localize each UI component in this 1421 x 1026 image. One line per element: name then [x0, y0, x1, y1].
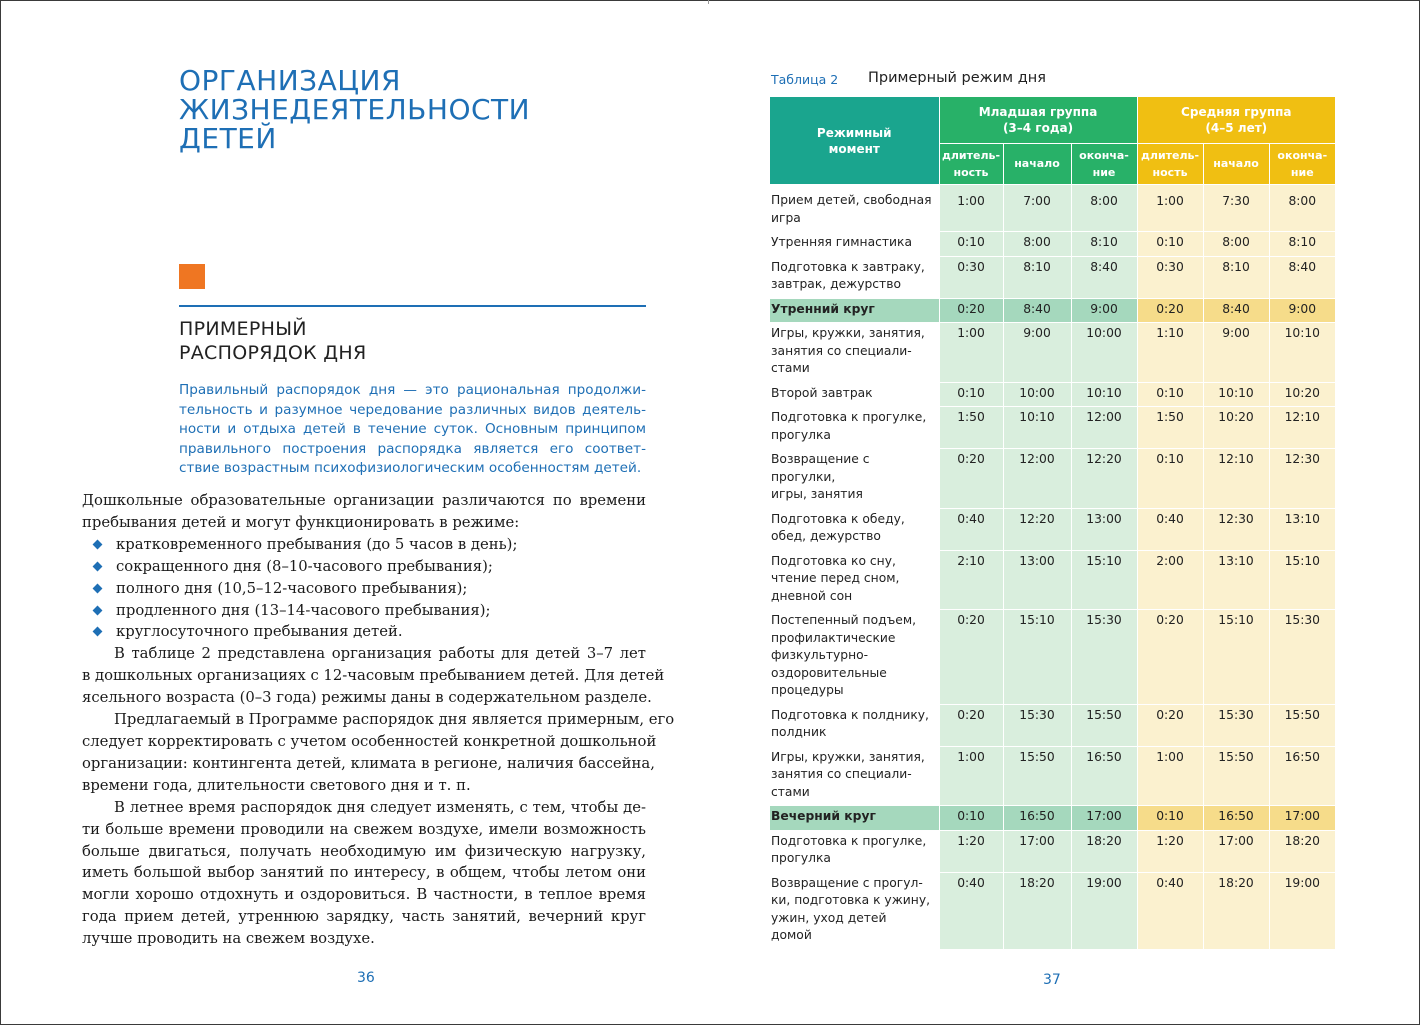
row-label-line: Возвращение с прогул- — [771, 875, 923, 890]
row-label-line: Подготовка к прогулке, — [771, 833, 927, 848]
body-line: ясельного возраста (0–3 года) режимы даны в содержательном разделе. — [82, 689, 652, 707]
header-sub-line: оконча- — [1277, 148, 1328, 162]
table-title: Примерный режим дня — [868, 70, 1046, 86]
body-line: времени года, длительности светового дня и т. п. — [82, 776, 471, 794]
table-row — [770, 872, 1335, 949]
section-divider — [179, 305, 646, 307]
younger-group-cell: 19:00 — [1071, 872, 1137, 949]
younger-group-cell: 0:10 — [939, 806, 1003, 831]
row-label — [770, 830, 939, 872]
header-duration — [1137, 143, 1203, 184]
body-line: ти больше времени проводили на свежем воздухе, имели возможность — [82, 820, 646, 838]
header-moment — [770, 97, 939, 184]
middle-group-cell: 0:20 — [1137, 298, 1203, 323]
row-label — [770, 806, 939, 831]
middle-group-cell: 18:20 — [1269, 830, 1335, 872]
row-label — [770, 872, 939, 949]
bullet-item — [82, 578, 646, 600]
header-sub-line: оконча- — [1079, 148, 1129, 162]
row-label-line: Игры, кружки, занятия, — [771, 749, 925, 764]
middle-group-cell: 8:10 — [1269, 232, 1335, 257]
middle-group-cell: 10:10 — [1203, 382, 1269, 407]
middle-group-cell: 15:50 — [1203, 746, 1269, 806]
section-title — [179, 317, 366, 365]
younger-group-cell: 8:40 — [1003, 298, 1071, 323]
header-moment-line: Режимный — [816, 125, 892, 140]
header-group-line: Средняя группа — [1181, 104, 1292, 119]
table-row — [770, 407, 1335, 449]
lead-line: правильного построения распорядка является его соответ- — [179, 440, 646, 457]
younger-group-cell: 13:00 — [1071, 508, 1137, 550]
row-label-line: Утренняя гимнастика — [771, 235, 912, 249]
younger-group-cell: 8:00 — [1071, 184, 1137, 232]
middle-group-cell: 0:40 — [1137, 508, 1203, 550]
middle-group-cell: 8:40 — [1203, 298, 1269, 323]
middle-group-cell: 12:30 — [1203, 508, 1269, 550]
row-label — [770, 256, 939, 298]
row-label-line: стами — [771, 361, 810, 375]
bullet-item — [82, 556, 646, 578]
header-sub-line: ние — [1092, 165, 1116, 179]
middle-group-cell: 0:10 — [1137, 806, 1203, 831]
younger-group-cell: 12:20 — [1071, 449, 1137, 509]
lead-line: ности и отдыха детей в течение суток. Основным принципом — [179, 421, 646, 438]
header-sub-line: длитель- — [1141, 148, 1200, 162]
middle-group-cell: 0:30 — [1137, 256, 1203, 298]
header-sub-line: ние — [1290, 165, 1314, 179]
header-sub-line: длитель- — [941, 148, 1001, 162]
chapter-title-line: ОРГАНИЗАЦИЯ — [179, 64, 401, 97]
middle-group-cell: 2:00 — [1137, 550, 1203, 610]
body-line: В таблице 2 представлена организация работы для детей 3–7 лет — [114, 645, 646, 663]
younger-group-cell: 10:00 — [1071, 323, 1137, 383]
middle-group-cell: 17:00 — [1269, 806, 1335, 831]
row-label — [770, 298, 939, 323]
row-label-line: завтрак, дежурство — [771, 277, 901, 291]
row-label-line: прогулка — [771, 851, 831, 865]
middle-group-cell: 13:10 — [1203, 550, 1269, 610]
middle-group-cell: 0:40 — [1137, 872, 1203, 949]
younger-group-cell: 12:20 — [1003, 508, 1071, 550]
header-moment-line: момент — [828, 141, 880, 156]
younger-group-cell: 9:00 — [1071, 298, 1137, 323]
chapter-title — [179, 66, 530, 153]
table-row — [770, 449, 1335, 509]
row-label-line: Подготовка к прогулке, — [771, 410, 927, 424]
header-start: начало — [1203, 143, 1269, 184]
younger-group-cell: 16:50 — [1003, 806, 1071, 831]
younger-group-cell: 10:10 — [1003, 407, 1071, 449]
younger-group-cell: 0:10 — [939, 232, 1003, 257]
younger-group-cell: 12:00 — [1003, 449, 1071, 509]
diamond-bullet-icon — [93, 627, 103, 637]
row-label-line: прогулка — [771, 427, 831, 442]
bullet-text: сокращенного дня (8–10-часового пребывания); — [116, 557, 493, 575]
row-label — [770, 232, 939, 257]
row-label-line: Возвращение с прогулки, — [771, 452, 870, 484]
lead-line: Правильный распорядок дня — это рациональная продолжи- — [179, 382, 646, 398]
middle-group-cell: 12:10 — [1269, 407, 1335, 449]
row-label — [770, 550, 939, 610]
middle-group-cell: 12:10 — [1203, 449, 1269, 509]
row-label-line: Подготовка ко сну, — [771, 553, 896, 568]
chapter-title-line: ДЕТЕЙ — [179, 122, 277, 155]
younger-group-cell: 2:10 — [939, 550, 1003, 610]
middle-group-cell: 1:00 — [1137, 184, 1203, 232]
section-title-line: РАСПОРЯДОК ДНЯ — [179, 342, 367, 364]
younger-group-cell: 1:20 — [939, 830, 1003, 872]
bullet-text: продленного дня (13–14-часового пребывания); — [116, 601, 491, 619]
row-label-line: занятия со специали- — [771, 767, 912, 781]
page-number-left: 36 — [357, 970, 375, 986]
middle-group-cell: 0:10 — [1137, 382, 1203, 407]
middle-group-cell: 16:50 — [1269, 746, 1335, 806]
body-line: года прием детей, утреннюю зарядку, часть занятий, вечерний круг — [82, 908, 646, 926]
row-label — [770, 704, 939, 746]
body-text — [82, 490, 675, 950]
row-label-line: Игры, кружки, занятия, — [771, 326, 925, 340]
middle-group-cell: 16:50 — [1203, 806, 1269, 831]
row-label-line: ки, подготовка к ужину, — [771, 893, 931, 907]
middle-group-cell: 18:20 — [1203, 872, 1269, 949]
younger-group-cell: 0:20 — [939, 298, 1003, 323]
middle-group-cell: 1:10 — [1137, 323, 1203, 383]
middle-group-cell: 12:30 — [1269, 449, 1335, 509]
younger-group-cell: 10:00 — [1003, 382, 1071, 407]
table-row — [770, 256, 1335, 298]
middle-group-cell: 0:10 — [1137, 449, 1203, 509]
table-caption: Таблица 2 — [771, 72, 839, 87]
middle-group-cell: 1:20 — [1137, 830, 1203, 872]
younger-group-cell: 0:40 — [939, 872, 1003, 949]
table-row — [770, 806, 1335, 831]
younger-group-cell: 1:00 — [939, 746, 1003, 806]
middle-group-cell: 9:00 — [1203, 323, 1269, 383]
row-label-line: Постепенный подъем, — [771, 613, 917, 627]
younger-group-cell: 13:00 — [1003, 550, 1071, 610]
body-line: Предлагаемый в Программе распорядок дня является примерным, его — [114, 711, 675, 729]
younger-group-cell: 8:00 — [1003, 232, 1071, 257]
younger-group-cell: 12:00 — [1071, 407, 1137, 449]
table-row — [770, 298, 1335, 323]
table-row — [770, 323, 1335, 383]
row-label-line: профилактические — [771, 630, 896, 645]
middle-group-cell: 8:00 — [1203, 232, 1269, 257]
row-label — [770, 746, 939, 806]
row-label — [770, 184, 939, 232]
header-duration — [939, 143, 1003, 184]
page-fold — [708, 0, 709, 4]
body-line: лучше проводить на свежем воздухе. — [82, 930, 375, 948]
header-group-middle — [1137, 97, 1335, 143]
younger-group-cell: 0:40 — [939, 508, 1003, 550]
row-label-line: игры, занятия — [771, 487, 863, 501]
lead-line: ствие возрастным психофизиологическим особенностям детей. — [179, 460, 642, 477]
middle-group-cell: 0:20 — [1137, 610, 1203, 705]
younger-group-cell: 15:10 — [1003, 610, 1071, 705]
middle-group-cell: 0:20 — [1137, 704, 1203, 746]
row-label-line: Подготовка к обеду, — [771, 511, 905, 526]
lead-line: тельность и разумное чередование различных видов деятель- — [179, 401, 646, 418]
body-line: иметь большой выбор занятий по интересу, в общем, чтобы летом они — [82, 864, 646, 882]
body-line: в дошкольных организациях с 12-часовым пребыванием детей. Для детей — [82, 667, 665, 685]
body-line: следует корректировать с учетом особенностей конкретной дошкольной — [82, 732, 657, 750]
younger-group-cell: 10:10 — [1071, 382, 1137, 407]
middle-group-cell: 8:40 — [1269, 256, 1335, 298]
lead-paragraph — [179, 381, 646, 479]
middle-group-cell: 15:10 — [1269, 550, 1335, 610]
header-group-line: (4–5 лет) — [1205, 120, 1268, 135]
body-line: Дошкольные образовательные организации различаются по времени — [82, 492, 646, 509]
middle-group-cell: 10:20 — [1203, 407, 1269, 449]
row-label-line: занятия со специали- — [771, 343, 912, 358]
bullet-item — [82, 621, 646, 643]
chapter-title-line: ЖИЗНЕДЕЯТЕЛЬНОСТИ — [179, 93, 531, 126]
younger-group-cell: 1:00 — [939, 323, 1003, 383]
younger-group-cell: 1:50 — [939, 407, 1003, 449]
bullet-text: кратковременного пребывания (до 5 часов в день); — [116, 535, 518, 553]
middle-group-cell: 1:50 — [1137, 407, 1203, 449]
middle-group-cell: 19:00 — [1269, 872, 1335, 949]
header-sub-line: ность — [1152, 165, 1188, 179]
table-row — [770, 704, 1335, 746]
row-label-line: домой — [771, 928, 812, 942]
middle-group-cell: 8:10 — [1203, 256, 1269, 298]
row-label — [770, 449, 939, 509]
body-line: больше двигаться, получать необходимую им физическую нагрузку, — [82, 842, 646, 860]
middle-group-cell: 7:30 — [1203, 184, 1269, 232]
row-label-line: Подготовка к полднику, — [771, 707, 929, 722]
row-label — [770, 407, 939, 449]
younger-group-cell: 1:00 — [939, 184, 1003, 232]
row-label-line: оздоровительные — [771, 665, 887, 680]
row-label — [770, 610, 939, 705]
body-line: могли хорошо отдохнуть и оздоровиться. В частности, в теплое время — [82, 886, 646, 904]
younger-group-cell: 17:00 — [1071, 806, 1137, 831]
table-row — [770, 746, 1335, 806]
younger-group-cell: 15:10 — [1071, 550, 1137, 610]
row-label-line: Второй завтрак — [771, 385, 873, 400]
row-label — [770, 382, 939, 407]
middle-group-cell: 10:20 — [1269, 382, 1335, 407]
table-row — [770, 382, 1335, 407]
younger-group-cell: 0:10 — [939, 382, 1003, 407]
orange-square-marker — [179, 264, 205, 289]
younger-group-cell: 9:00 — [1003, 323, 1071, 383]
younger-group-cell: 15:30 — [1003, 704, 1071, 746]
younger-group-cell: 8:40 — [1071, 256, 1137, 298]
younger-group-cell: 8:10 — [1071, 232, 1137, 257]
header-end — [1269, 143, 1335, 184]
diamond-bullet-icon — [93, 583, 103, 593]
younger-group-cell: 7:00 — [1003, 184, 1071, 232]
younger-group-cell: 18:20 — [1071, 830, 1137, 872]
younger-group-cell: 0:30 — [939, 256, 1003, 298]
bullet-item — [82, 600, 646, 622]
header-group-line: Младшая группа — [978, 104, 1098, 119]
section-title-line: ПРИМЕРНЫЙ — [179, 318, 307, 340]
row-label-line: Подготовка к завтраку, — [771, 259, 925, 274]
middle-group-cell: 0:10 — [1137, 232, 1203, 257]
middle-group-cell: 15:50 — [1269, 704, 1335, 746]
table-row — [770, 830, 1335, 872]
header-sub-line: ность — [953, 165, 989, 179]
page-number-right: 37 — [1043, 972, 1061, 988]
middle-group-cell: 9:00 — [1269, 298, 1335, 323]
header-end — [1071, 143, 1137, 184]
younger-group-cell: 0:20 — [939, 610, 1003, 705]
header-group-line: (3–4 года) — [1002, 120, 1074, 135]
middle-group-cell: 10:10 — [1269, 323, 1335, 383]
row-label-line: стами — [771, 784, 810, 799]
row-label-line: Прием детей, свободная — [771, 193, 932, 207]
row-label-line: физкультурно- — [771, 648, 869, 662]
diamond-bullet-icon — [93, 561, 103, 571]
younger-group-cell: 15:50 — [1071, 704, 1137, 746]
bullet-text: полного дня (10,5–12-часового пребывания); — [116, 579, 468, 597]
bullet-item — [82, 534, 646, 556]
row-label-line: обед, дежурство — [771, 529, 881, 543]
row-label — [770, 508, 939, 550]
younger-group-cell: 15:50 — [1003, 746, 1071, 806]
younger-group-cell: 16:50 — [1071, 746, 1137, 806]
diamond-bullet-icon — [93, 605, 103, 615]
table-row — [770, 232, 1335, 257]
younger-group-cell: 0:20 — [939, 704, 1003, 746]
daily-schedule-table — [770, 97, 1335, 950]
table-row — [770, 610, 1335, 705]
younger-group-cell: 15:30 — [1071, 610, 1137, 705]
younger-group-cell: 17:00 — [1003, 830, 1071, 872]
bullet-text: круглосуточного пребывания детей. — [116, 623, 403, 641]
row-label-line: дневной сон — [771, 588, 853, 603]
row-label-line: игра — [771, 210, 801, 225]
middle-group-cell: 15:30 — [1203, 704, 1269, 746]
row-label-line: ужин, уход детей — [771, 910, 887, 925]
table-row — [770, 184, 1335, 232]
row-label-line: полдник — [771, 725, 827, 739]
younger-group-cell: 18:20 — [1003, 872, 1071, 949]
table-row — [770, 508, 1335, 550]
row-label-line: Утренний круг — [771, 301, 875, 316]
table-row — [770, 550, 1335, 610]
body-line: пребывания детей и могут функционировать в режиме: — [82, 513, 520, 531]
body-line: В летнее время распорядок дня следует изменять, с тем, чтобы де- — [114, 798, 646, 816]
header-start: начало — [1003, 143, 1071, 184]
body-line: организации: контингента детей, климата в регионе, наличия бассейна, — [82, 754, 655, 772]
middle-group-cell: 1:00 — [1137, 746, 1203, 806]
middle-group-cell: 15:10 — [1203, 610, 1269, 705]
header-group-younger — [939, 97, 1137, 143]
row-label-line: Вечерний круг — [771, 809, 876, 823]
middle-group-cell: 17:00 — [1203, 830, 1269, 872]
row-label-line: чтение перед сном, — [771, 571, 900, 585]
younger-group-cell: 0:20 — [939, 449, 1003, 509]
middle-group-cell: 8:00 — [1269, 184, 1335, 232]
diamond-bullet-icon — [93, 539, 103, 549]
row-label-line: процедуры — [771, 683, 844, 697]
middle-group-cell: 15:30 — [1269, 610, 1335, 705]
younger-group-cell: 8:10 — [1003, 256, 1071, 298]
table-body — [770, 184, 1335, 949]
middle-group-cell: 13:10 — [1269, 508, 1335, 550]
row-label — [770, 323, 939, 383]
